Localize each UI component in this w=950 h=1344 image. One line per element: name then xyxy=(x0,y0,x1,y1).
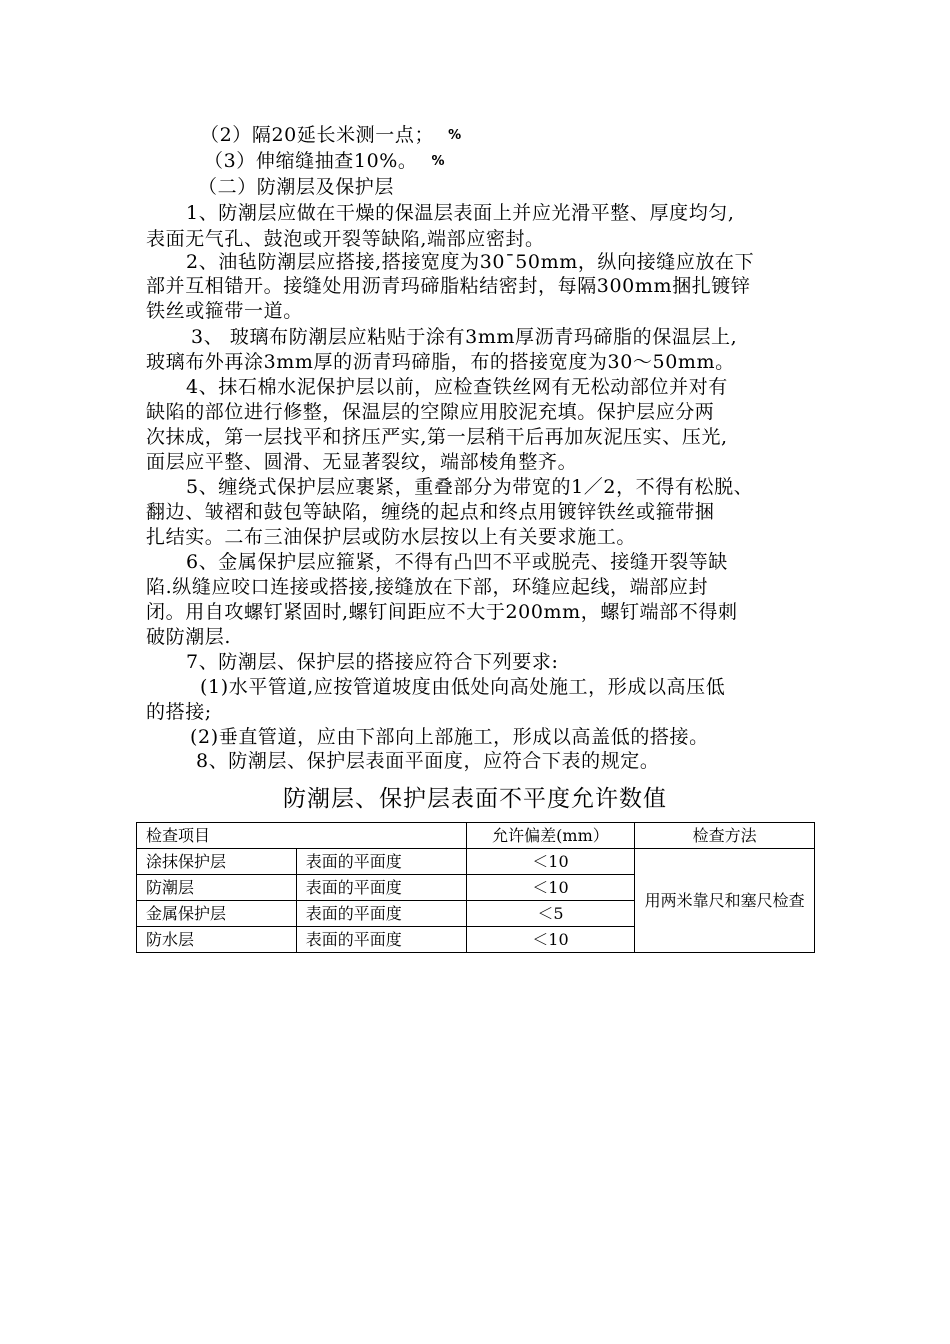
tolerance-cell: ＜5 xyxy=(466,901,635,927)
text-line: 翻边、皱褶和鼓包等缺陷，缠绕的起点和终点用镀锌铁丝或箍带捆 xyxy=(146,501,715,523)
method-cell: 用两米靠尺和塞尺检查 xyxy=(635,849,815,953)
text-line: 4、抹石棉水泥保护层以前，应检查铁丝网有无松动部位并对有 xyxy=(186,376,728,398)
desc-cell: 表面的平面度 xyxy=(296,901,466,927)
header-cell: 允许偏差(mm） xyxy=(466,823,635,849)
text-span: （2）隔20延长米测一点； xyxy=(200,124,435,146)
text-line: 次抹成，第一层找平和挤压严实,第一层稍干后再加灰泥压实、压光, xyxy=(146,426,728,448)
tolerance-cell: ＜10 xyxy=(466,849,635,875)
text-line: (1)水平管道,应按管道坡度由低处向高处施工，形成以高压低 xyxy=(200,676,726,698)
text-line: 面层应平整、圆滑、无显著裂纹，端部棱角整齐。 xyxy=(146,451,578,473)
item-cell: 防潮层 xyxy=(137,875,297,901)
text-line: 扎结实。二布三油保护层或防水层按以上有关要求施工。 xyxy=(146,526,637,548)
text-line: 缺陷的部位进行修整，保温层的空隙应用胶泥充填。保护层应分两 xyxy=(146,401,715,423)
text-line: 表面无气孔、鼓泡或开裂等缺陷,端部应密封。 xyxy=(146,228,545,250)
desc-cell: 表面的平面度 xyxy=(296,927,466,953)
text-line: 铁丝或箍带一道。 xyxy=(146,300,303,322)
item-cell: 金属保护层 xyxy=(137,901,297,927)
text-line: 闭。用自攻螺钉紧固时,螺钉间距应不大于200mm，螺钉端部不得刺 xyxy=(146,601,738,623)
text-line: 部并互相错开。接缝处用沥青玛碲脂粘结密封，每隔300mm捆扎镀锌 xyxy=(146,275,751,297)
text-line: 2、油毡防潮层应搭接,搭接宽度为30¯50mm，纵向接缝应放在下 xyxy=(186,251,755,273)
text-span: （3）伸缩缝抽查10%。 xyxy=(204,150,418,172)
header-cell: 检查项目 xyxy=(137,823,467,849)
percent-mark: % xyxy=(448,128,462,143)
text-line xyxy=(204,149,445,174)
section-heading: （二）防潮层及保护层 xyxy=(198,176,395,198)
text-line: 5、缠绕式保护层应裹紧，重叠部分为带宽的1／2，不得有松脱、 xyxy=(186,476,754,498)
item-cell: 涂抹保护层 xyxy=(137,849,297,875)
text-line: 8、防潮层、保护层表面平面度，应符合下表的规定。 xyxy=(196,750,660,772)
text-line: 破防潮层. xyxy=(146,626,232,648)
text-line xyxy=(200,123,462,148)
text-line: 1、防潮层应做在干燥的保温层表面上并应光滑平整、厚度均匀, xyxy=(186,202,735,224)
item-cell: 防水层 xyxy=(137,927,297,953)
percent-mark: % xyxy=(431,154,446,169)
desc-cell: 表面的平面度 xyxy=(296,849,466,875)
table-header-row xyxy=(137,823,815,849)
table-title: 防潮层、保护层表面不平度允许数值 xyxy=(283,786,667,812)
table-row xyxy=(137,849,815,875)
header-cell: 检查方法 xyxy=(635,823,815,849)
text-line: 玻璃布外再涂3mm厚的沥青玛碲脂，布的搭接宽度为30～50mm。 xyxy=(146,351,735,373)
tolerance-table xyxy=(136,822,815,953)
text-line: 7、防潮层、保护层的搭接应符合下列要求: xyxy=(186,651,559,673)
text-line: 陷.纵缝应咬口连接或搭接,接缝放在下部，环缝应起线，端部应封 xyxy=(146,576,709,598)
tolerance-cell: ＜10 xyxy=(466,875,635,901)
text-line: 3、 玻璃布防潮层应粘贴于涂有3mm厚沥青玛碲脂的保温层上, xyxy=(191,326,738,348)
text-line: (2)垂直管道，应由下部向上部施工，形成以高盖低的搭接。 xyxy=(190,726,709,748)
tolerance-cell: ＜10 xyxy=(466,927,635,953)
text-line: 的搭接; xyxy=(146,701,212,723)
desc-cell: 表面的平面度 xyxy=(296,875,466,901)
text-line: 6、金属保护层应箍紧，不得有凸凹不平或脱壳、接缝开裂等缺 xyxy=(186,551,728,573)
